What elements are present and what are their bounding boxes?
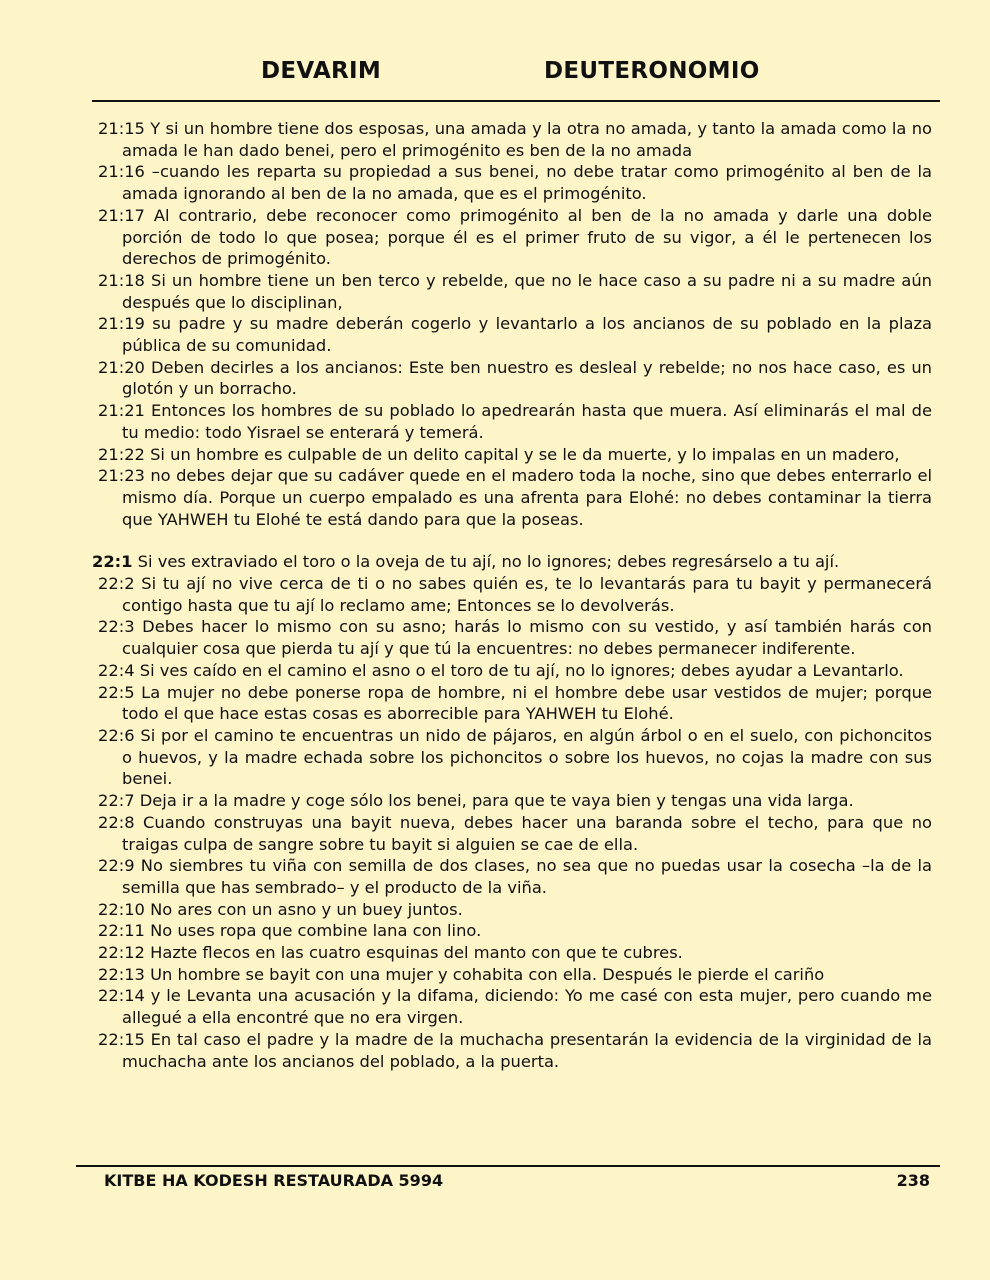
chapter-22-first-verse — [92, 551, 932, 573]
verse: 22:7 Deja ir a la madre y coge sólo los benei, para que te vaya bien y tengas una vida larga. — [98, 791, 854, 811]
verse: 22:13 Un hombre se bayit con una mujer y cohabita con ella. Después le pierde el cariño — [98, 964, 825, 984]
verse: 21:20 Deben decirles a los ancianos: Este ben nuestro es desleal y rebelde; no nos hace caso, es un glotón y un borracho. — [98, 357, 932, 399]
page-header — [0, 58, 990, 90]
verse: 22:8 Cuando construyas una bayit nueva, debes hacer una baranda sobre el techo, para que no traigas culpa de sangre sobre tu bayit si alguien se cae de ella. — [98, 812, 932, 854]
verse: 21:17 Al contrario, debe reconocer como primogénito al ben de la no amada y darle una doble porción de todo lo que posea; porque él es el primer fruto de su vigor, a él le pertenecen los derechos de primogénito. — [98, 205, 932, 269]
chapter-22-first-text: Si ves extraviado el toro o la oveja de tu ají, no lo ignores; debes regresárselo a tu ají. — [132, 552, 840, 572]
verse: 22:2 Si tu ají no vive cerca de ti o no sabes quién es, te lo levantarás para tu bayit y permanecerá contigo hasta que tu ají lo reclamo ame; Entonces se lo devolverás. — [98, 574, 932, 615]
verse: 21:18 Si un hombre tiene un ben terco y rebelde, que no le hace caso a su padre ni a su madre aún después que lo disciplinan, — [98, 270, 932, 312]
verse: 22:4 Si ves caído en el camino el asno o el toro de tu ají, no lo ignores; debes ayudar a Levantarlo. — [98, 660, 904, 680]
scripture-text — [92, 118, 932, 1072]
header-book-hebrew: DEVARIM — [261, 58, 382, 84]
verse: 22:5 La mujer no debe ponerse ropa de hombre, ni el hombre debe usar vestidos de mujer; porque todo el que hace estas cosas es aborrecible para YAHWEH tu Elohé. — [98, 682, 932, 724]
chapter-gap — [98, 530, 932, 551]
verse: 22:11 No uses ropa que combine lana con lino. — [98, 921, 482, 941]
verse: 22:15 En tal caso el padre y la madre de la muchacha presentarán la evidencia de la virginidad de la muchacha ante los ancianos del poblado, a la puerta. — [98, 1029, 932, 1071]
verse: 22:9 No siembres tu viña con semilla de dos clases, no sea que no puedas usar la cosecha –la de la semilla que has sembrado– y el producto de la viña. — [98, 856, 932, 897]
header-divider — [92, 100, 940, 102]
verse: 21:23 no debes dejar que su cadáver quede en el madero toda la noche, sino que debes enterrarlo el mismo día. Porque un cuerpo empalado es una afrenta para Elohé: no debes contaminar la tierra que YAHWEH tu Elohé te está dando para que la poseas. — [98, 466, 932, 529]
footer-divider — [76, 1165, 940, 1167]
header-book-spanish: DEUTERONOMIO — [544, 58, 760, 84]
footer-title: KITBE HA KODESH RESTAURADA 5994 — [104, 1171, 444, 1190]
verse: 22:3 Debes hacer lo mismo con su asno; harás lo mismo con su vestido, y así también harás con cualquier cosa que pierda tu ají y que tú la encuentres: no debes permanecer indiferente. — [98, 617, 932, 659]
verse: 21:22 Si un hombre es culpable de un delito capital y se le da muerte, y lo impalas en un madero, — [98, 444, 900, 464]
verse: 22:10 No ares con un asno y un buey juntos. — [98, 899, 463, 919]
chapter-22-ref: 22:1 — [92, 552, 133, 572]
verse: 22:6 Si por el camino te encuentras un nido de pájaros, en algún árbol o en el suelo, con pichoncitos o huevos, y la madre echada sobre los pichoncitos o sobre los huevos, no cojas la madre con sus benei. — [98, 725, 932, 789]
verse: 21:19 su padre y su madre deberán cogerlo y levantarlo a los ancianos de su poblado en la plaza pública de su comunidad. — [98, 314, 932, 356]
verse: 21:16 –cuando les reparta su propiedad a sus benei, no debe tratar como primogénito al ben de la amada ignorando al ben de la no amada, que es el primogénito. — [98, 162, 932, 204]
page-number: 238 — [896, 1171, 930, 1190]
verse: 22:12 Hazte flecos en las cuatro esquinas del manto con que te cubres. — [98, 943, 683, 963]
verse: 21:21 Entonces los hombres de su poblado lo apedrearán hasta que muera. Así eliminarás el mal de tu medio: todo Yisrael se enterará y temerá. — [98, 401, 932, 442]
verse: 22:14 y le Levanta una acusación y la difama, diciendo: Yo me casé con esta mujer, pero cuando me allegué a ella encontré que no era virgen. — [98, 986, 932, 1028]
verse: 21:15 Y si un hombre tiene dos esposas, una amada y la otra no amada, y tanto la amada como la no amada le han dado benei, pero el primogénito es ben de la no amada — [98, 119, 932, 160]
